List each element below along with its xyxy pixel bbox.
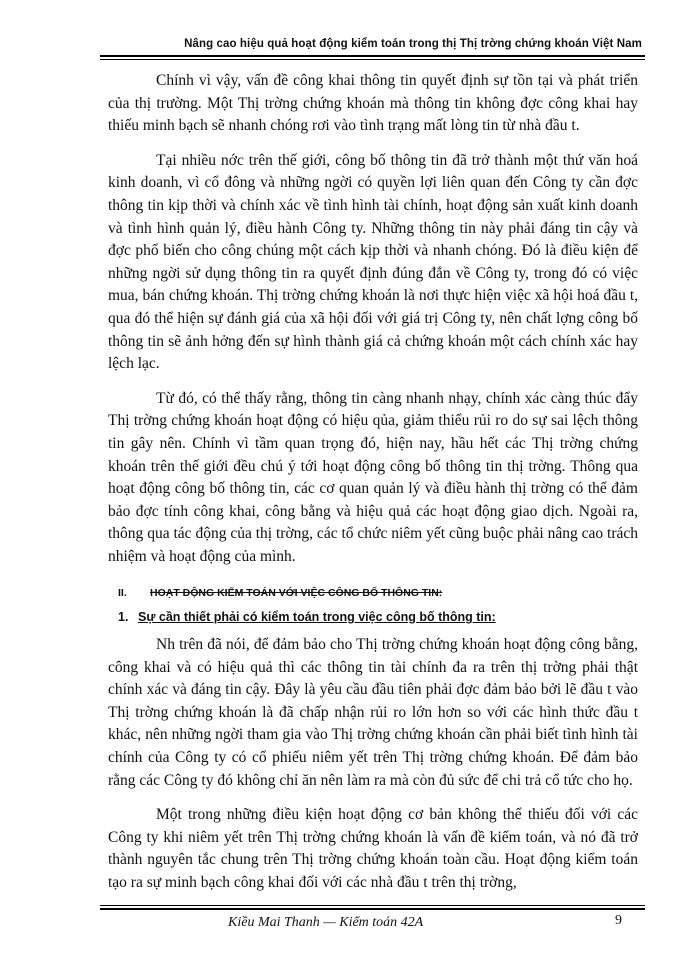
paragraph-4: Nh trên đã nói, để đảm bảo cho Thị trờng chứng khoán hoạt động công bằng, công khai và có hiệu quả thì các thông tin tài chính đa ra trên thị trờng phải thật chính xác và đáng tin cậy. Đây là yêu cầu đầu tiên phải đợc đảm bảo bởi lẽ đầu t vào Thị trờng chứng khoán là đã chấp nhận rủi ro lớn hơn so với các hình thức đầu t khác, nên những ngời tham gia vào Thị trờng chứng khoán cần phải biết tình hình tài chính của Công ty có cổ phiếu niêm yết trên Thị trờng chứng khoán. Để đảm bảo rằng các Công ty đó không chỉ ăn nên làm ra mà còn đủ sức để chi trả cổ tức cho họ. [108,636,638,789]
body-top [108,70,638,580]
body-bottom [108,634,638,907]
section-number: II. [118,587,127,599]
subsection-heading-1 [118,610,638,624]
running-header: Nâng cao hiệu quả hoạt động kiểm toán trong thị Thị trờng chứng khoán Việt Nam [184,38,642,50]
page-number: 9 [615,913,622,928]
header-rule-thin [100,59,645,60]
subsection-title: Sự cần thiết phải có kiểm toán trong việc công bố thông tin: [138,610,496,624]
footer-author: Kiều Mai Thanh — Kiểm toán 42A [228,915,424,930]
paragraph-3: Từ đó, có thể thấy rằng, thông tin càng nhanh nhạy, chính xác càng thúc đẩy Thị trờng chứng khoán hoạt động có hiệu qủa, giảm thiểu rủi ro do sự sai lệch thông tin gây nên. Chính vì tầm quan trọng đó, hiện nay, hầu hết các Thị trờng chứng khoán trên thế giới đều chú ý tới hoạt động công bố thông tin thị trờng. Thông qua hoạt động công bố thông tin, các cơ quan quản lý và điều hành thị trờng có thể đảm bảo đợc tính công khai, công bằng và hiệu quả các hoạt động giao dịch. Ngoài ra, thông qua tác động của thị trờng, các tổ chức niêm yết cũng buộc phải nâng cao trách nhiệm và hoạt động của mình. [108,389,638,565]
subsection-number: 1. [118,610,129,624]
paragraph-1: Chính vì vậy, vấn đề công khai thông tin quyết định sự tồn tại và phát triển của thị trường. Một Thị trờng chứng khoán mà thông tin không đợc công khai hay thiếu minh bạch sẽ nhanh chóng rơi vào tình trạng mất lòng tin từ nhà đầu t. [108,72,638,135]
footer-rule-thin [100,905,645,906]
paragraph-2: Tại nhiều nớc trên thế giới, công bố thông tin đã trở thành một thứ văn hoá kinh doanh, vì cổ đông và những ngời có quyền lợi liên quan đến Công ty cần đợc thông tin kịp thời và chính xác về tình hình tài chính, hoạt động sản xuất kinh doanh và tình hình quản lý, điều hành Công ty. Những thông tin này phải đáng tin cậy và đợc phổ biến cho công chúng một cách kịp thời và nhanh chóng. Đó là điều kiện để những ngời sử dụng thông tin ra quyết định đúng đắn về Công ty, trong đó có việc mua, bán chứng khoán. Thị trờng chứng khoán là nơi thực hiện việc xã hội hoá đầu t, qua đó thể hiện sự đánh giá của xã hội đối với giá trị Công ty, nên chất lợng công bố thông tin sẽ ảnh hởng đến sự hình thành giá cả chứng khoán một cách chính xác hay lệch lạc. [108,151,638,373]
footer-rule-thick [100,908,645,910]
section-heading-ii [118,587,638,599]
paragraph-5: Một trong những điều kiện hoạt động cơ bản không thể thiếu đối với các Công ty khi niêm yết trên Thị trờng chứng khoán là vấn đề kiểm toán, và nó đã trở thành nguyên tắc chung trên Thị trờng chứng khoán toàn cầu. Hoạt động kiểm toán tạo ra sự minh bạch công khai đối với các nhà đầu t trên thị trờng, [108,806,638,891]
section-title: HOẠT ĐỘNG KIỂM TOÁN VỚI VIỆC CÔNG BỐ THÔNG TIN: [150,587,443,599]
header-rule-thick [100,55,645,57]
